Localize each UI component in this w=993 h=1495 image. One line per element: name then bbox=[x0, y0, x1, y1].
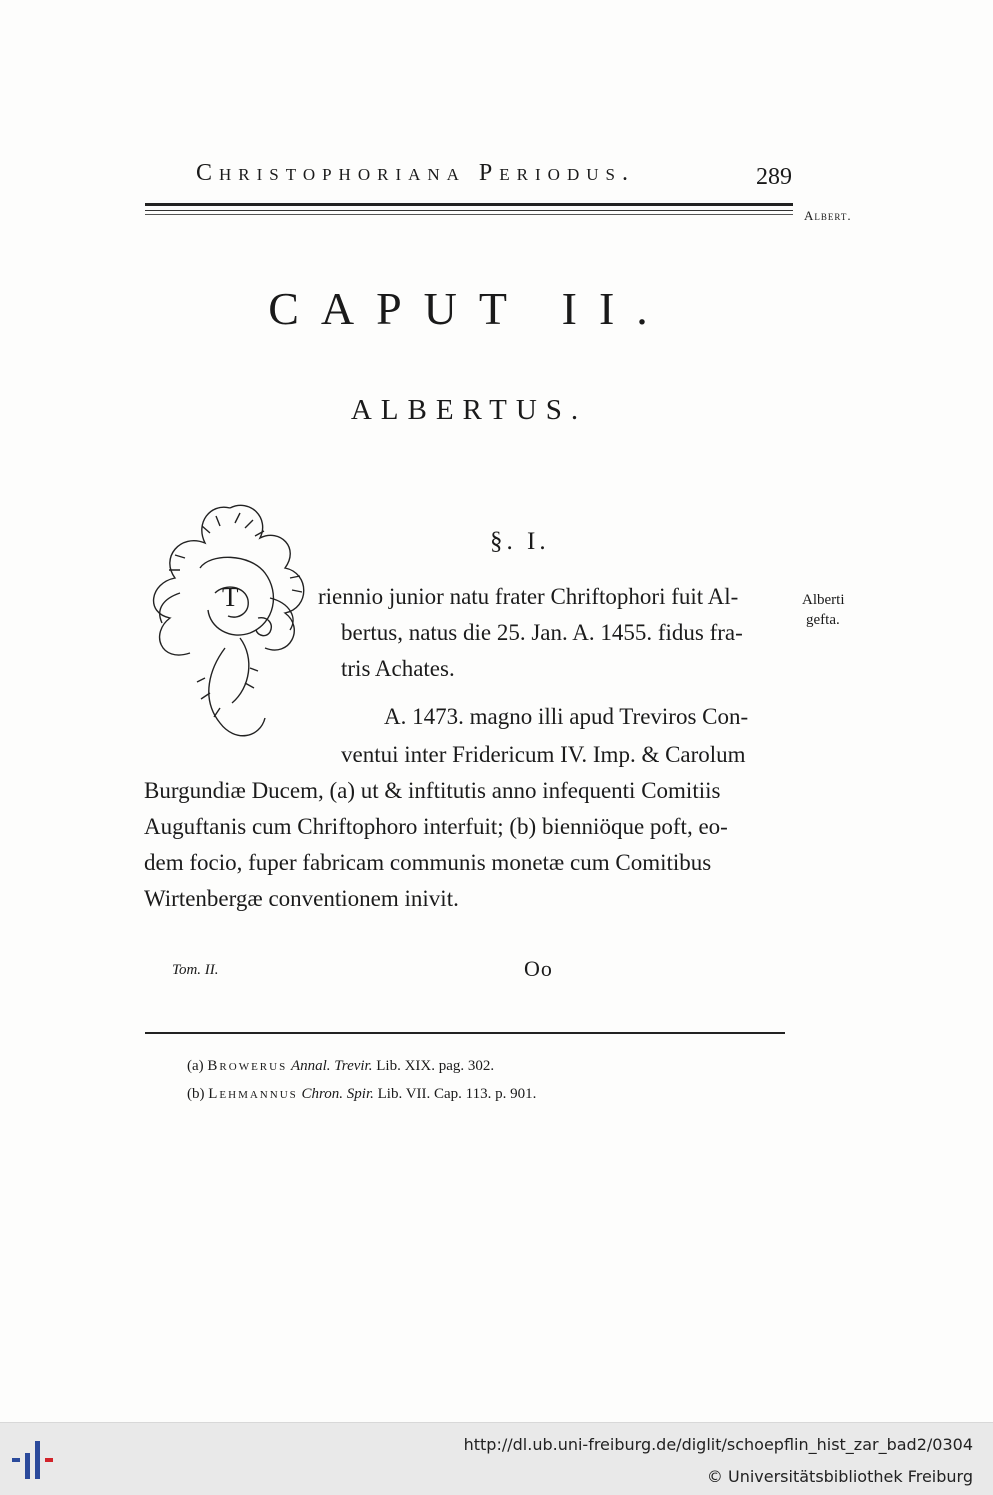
footer-bar bbox=[0, 1422, 993, 1495]
ub-freiburg-logo-icon[interactable] bbox=[12, 1437, 62, 1483]
body-line: riennio junior natu frater Chriftophori fuit Al- bbox=[318, 584, 739, 609]
footnote-author: Browerus bbox=[207, 1058, 288, 1074]
body-line: ventui inter Fridericum IV. Imp. & Carolum bbox=[341, 742, 746, 767]
footnote-reference: Lib. VII. Cap. 113. p. 901. bbox=[377, 1086, 537, 1102]
footer-url-link[interactable]: http://dl.ub.uni-freiburg.de/diglit/schoepflin_hist_zar_bad2/0304 bbox=[463, 1435, 973, 1454]
footnote-work: Annal. Trevir. bbox=[290, 1058, 373, 1074]
footnote-label: (a) bbox=[187, 1058, 204, 1074]
chapter-subtitle: ALBERTUS. bbox=[350, 394, 588, 426]
header-rule-thin-2 bbox=[145, 214, 793, 215]
catchword: Oo bbox=[524, 956, 553, 981]
body-line: dem focio, fuper fabricam communis monetæ cum Comitibus bbox=[144, 850, 712, 875]
footnote-rule bbox=[145, 1032, 785, 1034]
body-line: tris Achates. bbox=[341, 656, 455, 681]
footer-copyright: © Universitätsbibliothek Freiburg bbox=[706, 1467, 973, 1486]
running-head-title: Christophoriana Periodus. bbox=[196, 160, 635, 186]
header-rule bbox=[145, 203, 793, 206]
paragraph-mark: §. I. bbox=[490, 528, 550, 555]
footnote-work: Chron. Spir. bbox=[301, 1086, 374, 1102]
signature-mark: Tom. II. bbox=[172, 962, 219, 978]
footnote bbox=[187, 1058, 494, 1075]
page-number: 289 bbox=[756, 164, 792, 190]
body-line: Burgundiæ Ducem, (a) ut & inftitutis anno infequenti Comitiis bbox=[144, 778, 721, 803]
margin-label: Albert. bbox=[804, 208, 852, 223]
footnote-label: (b) bbox=[187, 1086, 205, 1102]
body-line: Wirtenbergæ conventionem inivit. bbox=[144, 886, 459, 911]
initial-letter: T bbox=[222, 582, 239, 612]
footnote bbox=[187, 1086, 536, 1103]
header-rule-thin bbox=[145, 210, 793, 211]
chapter-title: CAPUT II. bbox=[268, 283, 670, 334]
footnote-reference: Lib. XIX. pag. 302. bbox=[376, 1058, 495, 1074]
body-line: A. 1473. magno illi apud Treviros Con- bbox=[384, 704, 749, 729]
body-line: Auguftanis cum Chriftophoro interfuit; (b) bienniöque poft, eo- bbox=[144, 814, 728, 839]
margin-note: gefta. bbox=[806, 612, 840, 628]
rococo-ornament-icon bbox=[140, 498, 320, 748]
margin-note: Alberti bbox=[802, 592, 845, 608]
footnote-author: Lehmannus bbox=[208, 1086, 298, 1102]
body-line: bertus, natus die 25. Jan. A. 1455. fidus fra- bbox=[341, 620, 743, 645]
